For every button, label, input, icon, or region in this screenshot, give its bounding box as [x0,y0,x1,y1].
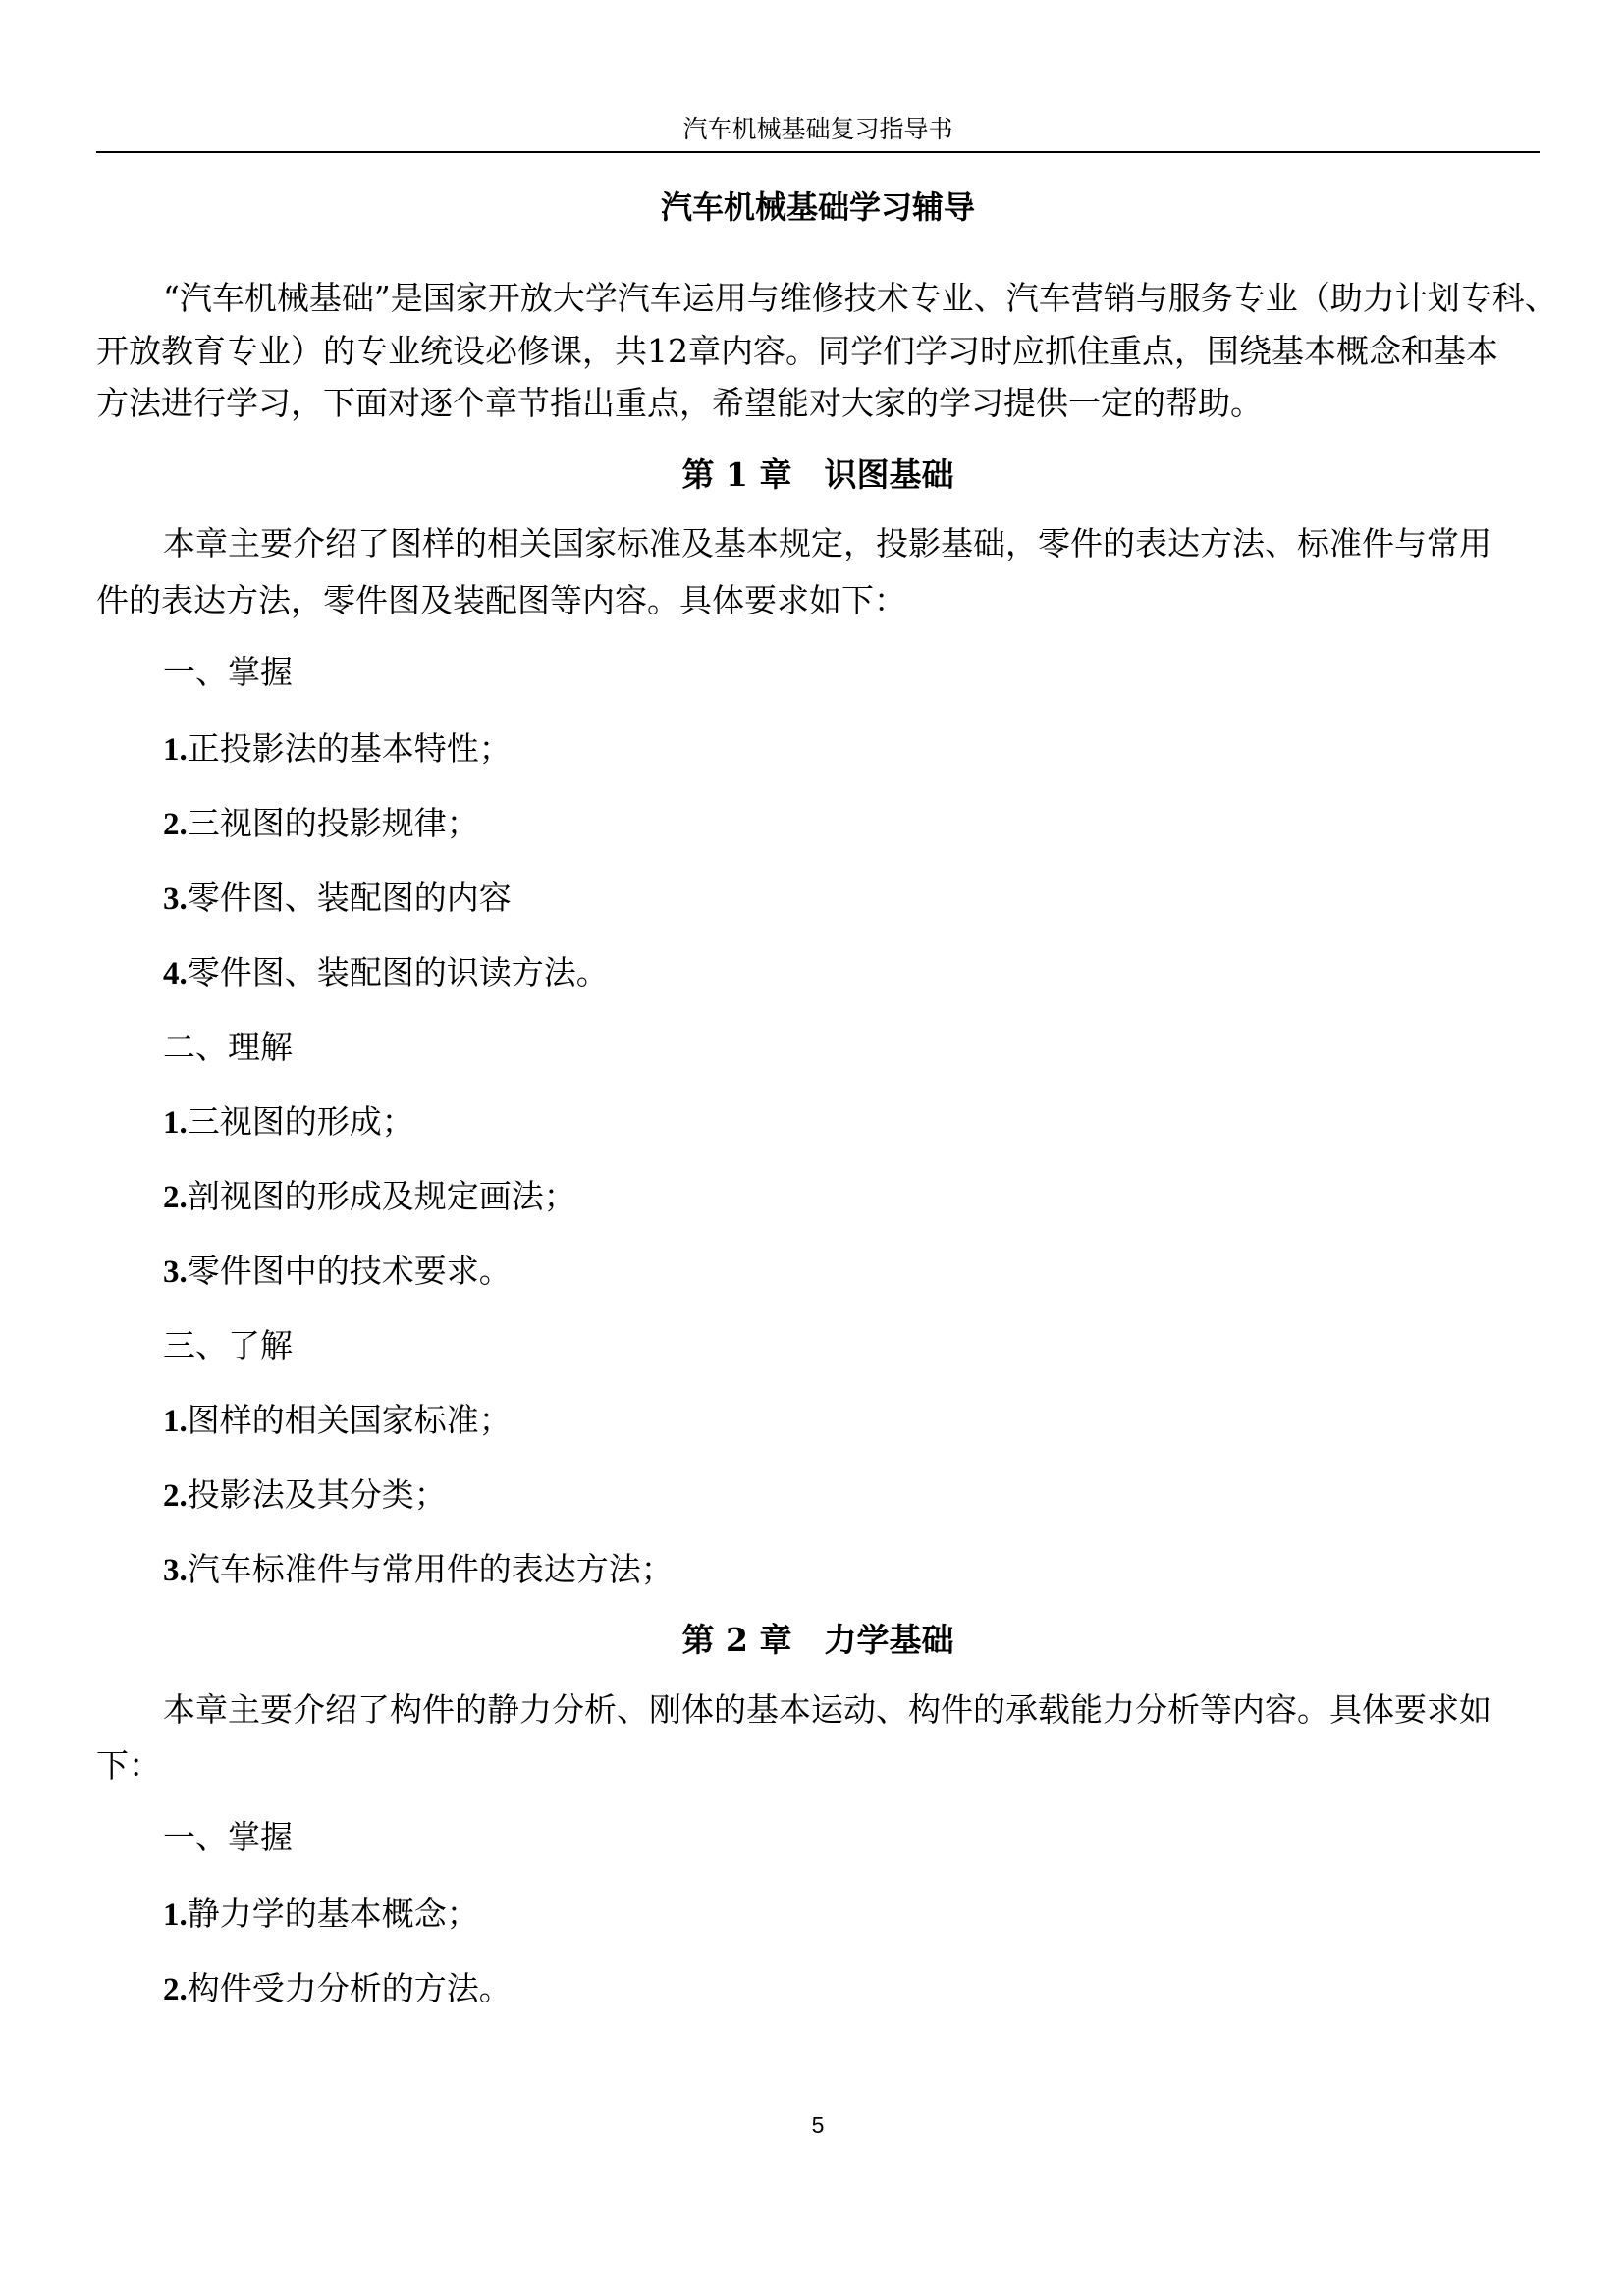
ch1-understand-item-3: 3.零件图中的技术要求。 [163,1252,512,1290]
ch1-master-item-2: 2.三视图的投影规律； [163,804,479,842]
ch1-master-heading: 一、掌握 [163,653,293,691]
ch1-understand-item-2: 2.剖视图的形成及规定画法； [163,1177,576,1215]
intro-line-3: 方法进行学习，下面对逐个章节指出重点，希望能对大家的学习提供一定的帮助。 [96,384,1263,422]
ch2-master-item-2: 2.构件受力分析的方法。 [163,1969,512,2007]
ch1-master-item-3: 3.零件图、装配图的内容 [163,879,512,917]
chapter-2-summary-line-2: 下： [96,1746,161,1785]
ch1-know-item-2: 2.投影法及其分类； [163,1475,447,1514]
intro-line-1: “汽车机械基础”是国家开放大学汽车运用与维修技术专业、汽车营销与服务专业（助力计划专科、 [163,279,1557,317]
ch1-know-heading: 三、了解 [163,1326,293,1364]
document-title: 汽车机械基础学习辅导 [660,188,975,226]
chapter-1-heading: 第 1 章 识图基础 [681,455,954,494]
ch1-understand-item-1: 1.三视图的形成； [163,1102,414,1141]
ch1-know-item-3: 3.汽车标准件与常用件的表达方法； [163,1550,674,1588]
running-header: 汽车机械基础复习指导书 [682,115,953,143]
chapter-2-summary-line-1: 本章主要介绍了构件的静力分析、刚体的基本运动、构件的承载能力分析等内容。具体要求如 [163,1690,1491,1729]
header-rule [96,151,1540,153]
chapter-1-summary-line-1: 本章主要介绍了图样的相关国家标准及基本规定，投影基础，零件的表达方法、标准件与常用 [163,524,1491,562]
ch2-master-item-1: 1.静力学的基本概念； [163,1895,479,1933]
ch1-master-item-4: 4.零件图、装配图的识读方法。 [163,953,609,991]
ch1-know-item-1: 1.图样的相关国家标准； [163,1401,512,1439]
chapter-2-heading: 第 2 章 力学基础 [681,1621,954,1659]
page-number: 5 [811,2112,825,2138]
ch1-understand-heading: 二、理解 [163,1028,293,1066]
intro-line-2: 开放教育专业）的专业统设必修课，共12章内容。同学们学习时应抓住重点，围绕基本概念和基本 [96,332,1498,370]
chapter-1-summary-line-2: 件的表达方法，零件图及装配图等内容。具体要求如下： [96,581,906,619]
ch1-master-item-1: 1.正投影法的基本特性； [163,729,512,768]
ch2-master-heading: 一、掌握 [163,1818,293,1856]
